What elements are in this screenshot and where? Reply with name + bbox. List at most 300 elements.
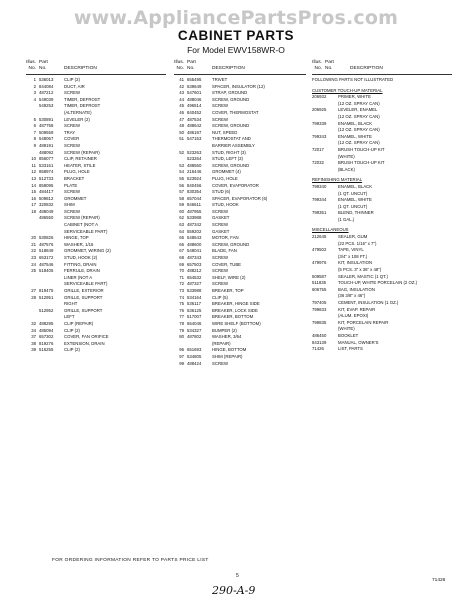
- part-number: 487802: [187, 334, 202, 340]
- part-number: 487342: [187, 222, 202, 228]
- part-description: COVER, THERMOSTAT: [212, 109, 259, 115]
- part-description: TRAY: [64, 129, 76, 135]
- part-row: [174, 196, 306, 203]
- part-row: [312, 280, 452, 287]
- illus-number: 67: [179, 248, 184, 254]
- part-row: [312, 320, 452, 333]
- part-row: [26, 235, 166, 242]
- part-number: 206932: [312, 94, 327, 100]
- document-code: 71426: [432, 578, 446, 583]
- part-description: PLUG, HOLE: [64, 169, 90, 175]
- parts-list: [26, 77, 166, 354]
- part-number: 549039: [39, 96, 54, 102]
- part-number: 486550: [39, 215, 54, 221]
- part-number: 523924: [187, 175, 202, 181]
- illus-number: 42: [179, 83, 184, 89]
- part-description: ENAMEL, BLACK (12 OZ. SPRAY CAN): [338, 120, 380, 133]
- illus-number: [26, 103, 39, 116]
- header-part-no: No.: [325, 66, 333, 71]
- illus-number: 58: [179, 195, 184, 201]
- part-number: 523263: [187, 149, 202, 155]
- part-description: SHIM (REPAIR): [212, 353, 243, 359]
- illus-number: 13: [31, 175, 36, 181]
- column-header: [174, 60, 306, 75]
- illus-number: [26, 222, 39, 235]
- illus-number: 2: [33, 83, 36, 89]
- part-description: WIRE SHELF (BOTTOM): [212, 320, 261, 326]
- header-description: DESCRIPTION: [350, 66, 383, 71]
- part-description: GROMMET, WIRING (2): [64, 248, 111, 254]
- watermark: www.AppliancePartsPros.com: [73, 7, 399, 29]
- illus-number: 38: [31, 340, 36, 346]
- part-description: LEVELER (2): [64, 116, 90, 122]
- section-title: CUSTOMER TOUCH-UP MATERIAL: [312, 87, 383, 93]
- part-number: 533988: [187, 288, 202, 293]
- part-description: SCREW: [64, 90, 80, 96]
- part-description: KIT, PORCELAIN REPAIR (WHITE): [338, 319, 389, 332]
- part-number: 539649: [187, 83, 202, 89]
- illus-number: 5: [33, 116, 36, 122]
- part-description: SHELF, WIRE (2): [212, 274, 246, 280]
- header-illus: Illus.: [174, 60, 184, 65]
- part-row: [26, 248, 166, 255]
- part-description: SCREW: [212, 116, 228, 122]
- illus-number: 22: [31, 248, 36, 254]
- part-description: ENAMEL, WHITE (1 QT. UNCUT): [338, 197, 372, 209]
- part-number: 654532: [187, 274, 202, 280]
- part-number: 479976: [312, 260, 327, 266]
- part-description: GROMMET (4): [212, 169, 241, 175]
- part-row: [26, 215, 166, 222]
- illus-number: 96: [179, 347, 184, 353]
- part-number: 523264: [187, 156, 202, 162]
- part-row: [312, 197, 452, 210]
- part-number: 657302: [39, 334, 54, 340]
- part-row: [174, 215, 306, 222]
- illus-number: 56: [179, 182, 184, 188]
- illus-number: 63: [179, 222, 184, 228]
- part-description: WASHER, 3/64 (REPAIR): [212, 334, 242, 346]
- part-description: CLIP (REPAIR): [64, 320, 94, 326]
- part-description: BAG, INSULATION (36 3/8" x 46"): [338, 286, 375, 299]
- header-no: No.: [314, 66, 322, 71]
- illus-number: 48: [179, 123, 184, 129]
- part-number: 799351: [312, 210, 327, 216]
- part-description: TIMER, DEFROST: [64, 96, 101, 102]
- illus-number: 99: [179, 360, 184, 366]
- part-row: [312, 333, 452, 340]
- illus-number: [174, 156, 187, 163]
- part-description: SCREW: [212, 208, 228, 214]
- illus-number: 8: [33, 136, 36, 142]
- illus-number: 34: [31, 327, 36, 333]
- part-description: TAPE, VINYL (3/4" x 108 FT.): [338, 247, 368, 259]
- part-number: 72017: [312, 146, 324, 152]
- part-number: 549253: [39, 103, 54, 109]
- part-row: [174, 308, 306, 315]
- part-number: 509559: [39, 129, 54, 135]
- part-number: 536117: [187, 301, 202, 307]
- illus-number: [26, 215, 39, 222]
- part-number: 547153: [187, 136, 202, 142]
- part-number: 534327: [187, 327, 202, 333]
- part-description: TOUCH-UP, WHITE PORCELAIN (2 OZ.): [338, 280, 418, 286]
- part-row: [26, 275, 166, 288]
- part-description: SCREW: [64, 123, 80, 129]
- part-row: [26, 328, 166, 335]
- illus-number: 76: [179, 307, 184, 313]
- part-row: [174, 235, 306, 242]
- illus-number: 60: [179, 208, 184, 214]
- illus-number: 3: [33, 90, 36, 96]
- part-number: 487576: [39, 241, 54, 247]
- part-number: 533988: [187, 215, 202, 221]
- part-row: [26, 255, 166, 262]
- part-description: SEALER, MASTIC (1 QT.): [338, 273, 388, 279]
- part-description: BREAKER, TOP: [212, 288, 244, 293]
- part-number: 799339: [312, 120, 327, 126]
- part-number: 216446: [187, 169, 202, 175]
- part-number: 548643: [187, 235, 202, 241]
- part-description: SPACER, EVAPORATOR (6): [212, 195, 268, 201]
- part-number: 534164: [187, 294, 202, 300]
- part-number: 212645: [312, 234, 327, 240]
- part-number: 858974: [39, 169, 54, 175]
- part-description: SCREW (REPAIR): [64, 149, 100, 155]
- part-row: [312, 147, 452, 160]
- part-description: SCREW (REPAIR): [64, 215, 100, 221]
- part-description: CLIP (2): [64, 347, 80, 353]
- part-row: [174, 202, 306, 209]
- part-row: [174, 169, 306, 176]
- part-row: [312, 107, 452, 120]
- part-row: [312, 210, 452, 223]
- part-description: KIT, EVAP. REPAIR (ALUM. EPOXI): [338, 306, 376, 319]
- illus-number: 6: [33, 123, 36, 129]
- illus-number: 14: [31, 182, 36, 188]
- part-row: [174, 222, 306, 229]
- part-description: GRILLE, EXTERIOR: [64, 288, 104, 293]
- part-row: [174, 255, 306, 262]
- part-row: [26, 334, 166, 341]
- page-number: 5: [236, 573, 239, 579]
- part-number: 488212: [187, 268, 202, 274]
- part-row: [174, 163, 306, 170]
- illus-number: 1: [33, 77, 36, 82]
- part-description: BREAKER, BOTTOM: [212, 314, 254, 320]
- part-row: [174, 110, 306, 117]
- illus-number: 51: [179, 136, 184, 142]
- part-description: SEALER, GUM (22 PCS. 1/16" x 7"): [338, 234, 377, 246]
- part-row: [26, 209, 166, 216]
- part-row: [174, 97, 306, 104]
- illus-number: 77: [179, 314, 184, 320]
- part-row: [174, 130, 306, 137]
- part-description: COVER, TUBE: [212, 261, 242, 267]
- header-part-no: No.: [39, 66, 47, 71]
- part-description: HEATER, STILE: [64, 162, 96, 168]
- part-number: 534805: [187, 353, 202, 359]
- part-number: 654046: [187, 320, 202, 326]
- part-row: [26, 169, 166, 176]
- illus-number: 50: [179, 129, 184, 135]
- part-row: [312, 121, 452, 134]
- illus-number: 55: [179, 175, 184, 181]
- part-row: [26, 136, 166, 143]
- part-number: 799343: [312, 133, 327, 139]
- part-description: LEVELER, ENAMEL (12 OZ. SPRAY CAN): [338, 107, 380, 119]
- illus-number: 17: [31, 202, 36, 208]
- illus-number: 41: [179, 77, 184, 82]
- part-number: 844084: [39, 83, 54, 89]
- part-number: 487327: [187, 281, 202, 287]
- part-number: 799344: [312, 197, 327, 203]
- part-row: [174, 361, 306, 368]
- illus-number: 54: [179, 169, 184, 175]
- part-description: SCREW: [212, 360, 228, 366]
- part-number: 488642: [187, 123, 202, 129]
- part-row: [26, 183, 166, 190]
- part-row: [26, 189, 166, 196]
- part-description: GASKET: [212, 215, 230, 221]
- part-row: [174, 103, 306, 110]
- part-description: SCREW: [212, 255, 228, 261]
- part-row: [26, 268, 166, 275]
- part-number: 72032: [312, 160, 324, 166]
- part-row: [174, 229, 306, 236]
- illus-number: 70: [179, 268, 184, 274]
- part-row: [174, 328, 306, 335]
- part-number: 840456: [187, 182, 202, 188]
- illus-number: 27: [31, 288, 36, 293]
- part-number: 799833: [312, 306, 327, 312]
- part-number: 485094: [39, 327, 54, 333]
- part-number: 488560: [187, 162, 202, 168]
- part-row: [174, 301, 306, 308]
- part-row: [312, 247, 452, 260]
- part-number: 517007: [187, 314, 202, 320]
- part-description: ENAMEL, WHITE (12 OZ. SPRAY CAN): [338, 133, 380, 146]
- illus-number: 73: [179, 288, 184, 293]
- part-row: [26, 90, 166, 97]
- part-row: [174, 156, 306, 163]
- part-description: SCREW: [64, 208, 80, 214]
- part-row: [26, 156, 166, 163]
- part-row: [26, 262, 166, 269]
- part-number: 488092: [39, 149, 54, 155]
- part-row: [174, 288, 306, 295]
- illus-number: 23: [31, 255, 36, 261]
- illus-number: 9: [33, 142, 36, 148]
- part-row: [174, 334, 306, 347]
- part-description: BOOKLET: [338, 332, 359, 338]
- part-row: [174, 117, 306, 124]
- part-row: [26, 150, 166, 157]
- illus-number: 80: [179, 334, 184, 340]
- illus-number: 65: [179, 235, 184, 241]
- part-row: [26, 103, 166, 116]
- part-description: GASKET: [212, 228, 230, 234]
- part-number: 487546: [39, 261, 54, 267]
- part-row: [26, 117, 166, 124]
- page-subtitle: For Model EWV158WR-O: [187, 45, 285, 55]
- part-row: [26, 143, 166, 150]
- header-description: DESCRIPTION: [212, 66, 245, 71]
- part-number: 843139: [312, 339, 327, 345]
- illus-number: 20: [31, 235, 36, 241]
- part-row: [174, 295, 306, 302]
- part-row: [174, 347, 306, 354]
- part-number: 657044: [187, 195, 202, 201]
- part-number: 536125: [187, 307, 202, 313]
- part-row: [174, 150, 306, 157]
- part-number: 799835: [312, 319, 327, 325]
- illus-number: 53: [179, 162, 184, 168]
- illus-number: 39: [31, 347, 36, 353]
- part-row: [26, 222, 166, 235]
- not-illustrated-notice: FOLLOWING PARTS NOT ILLUSTRATED: [312, 77, 394, 82]
- illus-number: 69: [179, 261, 184, 267]
- part-description: COVER, FAN ORIFICE: [64, 334, 109, 340]
- part-number: 799340: [312, 183, 327, 189]
- part-description: BRACKET: [64, 175, 85, 181]
- part-row: [26, 202, 166, 209]
- part-description: SPACER, INSULATOR (12): [212, 83, 265, 89]
- part-description: PLATE: [64, 182, 78, 188]
- part-description: COVER, EVAPORATOR: [212, 182, 259, 188]
- part-number: 479502: [312, 247, 327, 253]
- illus-number: [26, 308, 39, 321]
- part-number: 548041: [187, 248, 202, 254]
- part-row: [26, 347, 166, 354]
- illus-number: 74: [179, 294, 184, 300]
- part-row: [174, 209, 306, 216]
- part-row: [26, 130, 166, 137]
- part-number: 487534: [187, 116, 202, 122]
- handwritten-note: 290-A-9: [212, 584, 256, 597]
- part-row: [174, 354, 306, 361]
- part-number: 512733: [39, 175, 54, 181]
- part-row: [26, 288, 166, 295]
- parts-column-3: [312, 60, 452, 353]
- section-title: REFINISHING MATERIAL: [312, 177, 363, 183]
- part-row: [26, 84, 166, 91]
- part-description: GROMMET: [64, 195, 87, 201]
- header-no: No.: [176, 66, 184, 71]
- part-number: [39, 275, 64, 288]
- illus-number: 28: [31, 294, 36, 300]
- part-description: STUD (6): [212, 189, 231, 195]
- part-number: 496514: [187, 103, 202, 109]
- illus-number: 4: [33, 96, 36, 102]
- part-number: 536013: [39, 77, 54, 82]
- part-number: 819276: [39, 340, 54, 346]
- part-description: BLADE, FAN: [212, 248, 237, 254]
- part-description: CLIP (5): [212, 294, 228, 300]
- part-description: CLIP, RETAINER: [64, 156, 97, 162]
- part-description: KIT, INSULATION (5 PCS. 3" x 36" x 48"): [338, 260, 382, 273]
- part-number: 819475: [39, 288, 54, 293]
- part-number: 512951: [39, 294, 54, 300]
- part-number: 840452: [187, 109, 202, 115]
- part-row: [312, 184, 452, 197]
- part-description: GRILLE, SUPPORT LEFT: [64, 307, 103, 320]
- header-part: Part: [325, 60, 334, 65]
- part-description: SCREW: [64, 142, 80, 148]
- part-description: LINER (NOT A SERVICEABLE PART): [64, 274, 108, 287]
- illus-number: 68: [179, 255, 184, 261]
- part-row: [174, 248, 306, 255]
- part-description: STRAP, GROUND: [212, 90, 248, 96]
- part-number: 856077: [39, 156, 54, 162]
- part-description: SCREW: [212, 222, 228, 228]
- header-no: No.: [28, 66, 36, 71]
- part-number: 548067: [39, 136, 54, 142]
- part-number: 488191: [39, 142, 54, 148]
- part-number: 488295: [39, 320, 54, 326]
- illus-number: 97: [179, 353, 184, 359]
- header-part: Part: [39, 60, 48, 65]
- part-description: PRIMER, WHITE (12 OZ. SPRAY CAN): [338, 94, 380, 106]
- part-row: [174, 90, 306, 97]
- part-description: BUMPER (2): [212, 327, 237, 333]
- illus-number: [26, 275, 39, 288]
- part-number: 487212: [39, 90, 54, 96]
- part-number: 486197: [187, 129, 202, 135]
- part-row: [174, 123, 306, 130]
- part-number: 651693: [187, 347, 202, 353]
- part-number: 516255: [39, 347, 54, 353]
- part-description: FITTING, DRAIN: [64, 261, 97, 267]
- illus-number: 52: [179, 149, 184, 155]
- section-list: [312, 94, 452, 173]
- part-row: [26, 196, 166, 203]
- illus-number: 37: [31, 334, 36, 340]
- part-description: STUD, RIGHT (3): [212, 149, 246, 155]
- part-number: 487955: [187, 208, 202, 214]
- part-row: [174, 77, 306, 84]
- part-description: MANUAL, OWNER'S: [338, 339, 379, 345]
- part-description: SCREW, GROUND: [212, 241, 250, 247]
- part-number: 533161: [39, 162, 54, 168]
- part-description: EXTENSION, DRAIN: [64, 340, 105, 346]
- illus-number: 21: [31, 241, 36, 247]
- part-description: SCREW: [212, 281, 228, 287]
- part-description: CLIP (2): [64, 77, 80, 82]
- header-part-no: No.: [187, 66, 195, 71]
- part-row: [312, 287, 452, 300]
- part-description: BRUSH TOUCH-UP KIT (BLACK): [338, 160, 385, 172]
- part-row: [26, 97, 166, 104]
- part-number: 509587: [312, 273, 327, 279]
- illus-number: 32: [31, 320, 36, 326]
- part-number: 858095: [39, 182, 54, 188]
- illus-number: 59: [179, 202, 184, 208]
- part-row: [174, 262, 306, 269]
- part-row: [174, 136, 306, 149]
- part-number: 488600: [187, 241, 202, 247]
- part-description: CLIP (2): [64, 327, 80, 333]
- part-description: HINGE, BOTTOM: [212, 347, 247, 353]
- part-number: 657503: [187, 261, 202, 267]
- part-row: [312, 160, 452, 173]
- part-number: 606755: [312, 286, 327, 292]
- part-number: 530826: [39, 235, 54, 241]
- part-description: MOTOR, FAN: [212, 235, 239, 241]
- illus-number: 25: [31, 268, 36, 274]
- illus-number: 62: [179, 215, 184, 221]
- part-row: [312, 260, 452, 273]
